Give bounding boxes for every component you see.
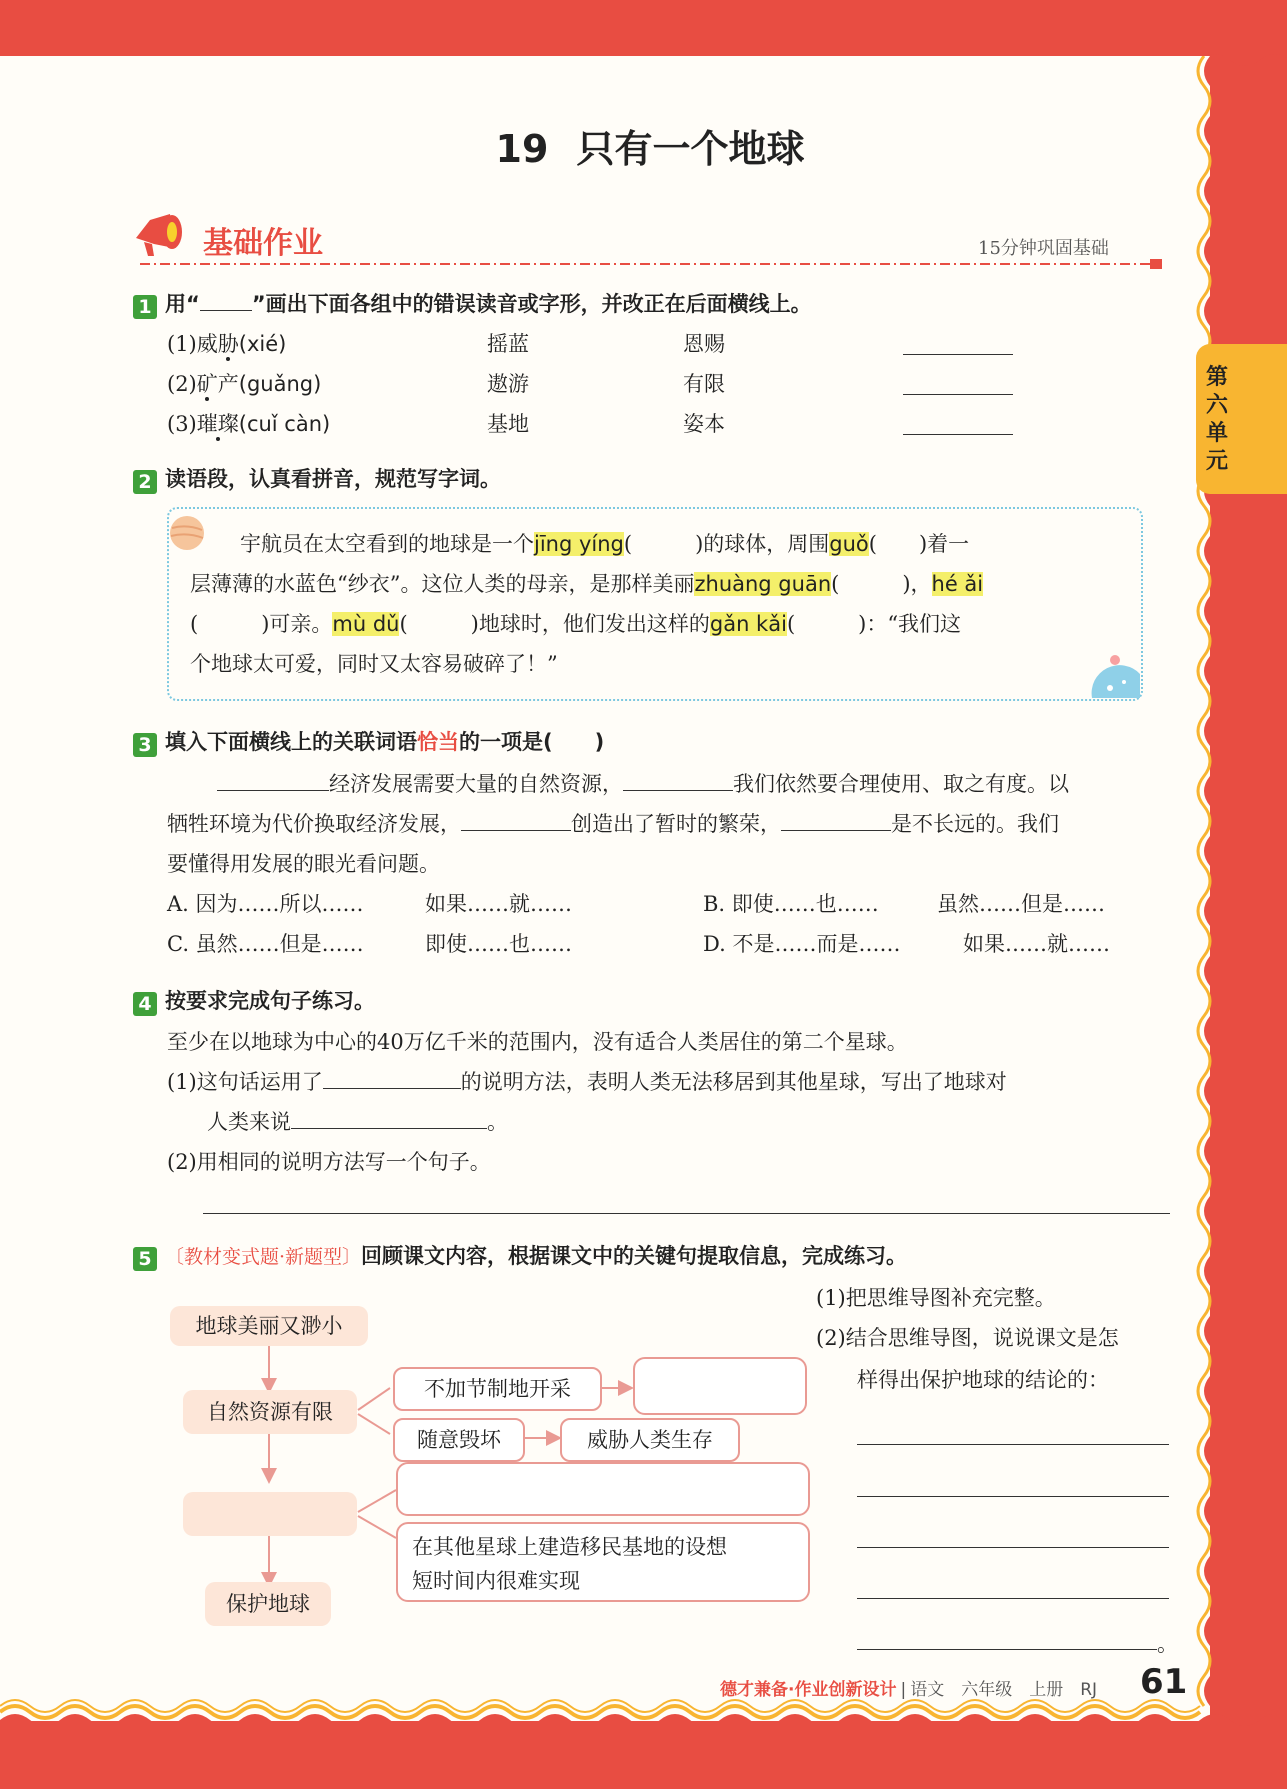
q1-row-2-a-dotted: 矿 [196,372,218,396]
map-node-random-destruction: 随意毁坏 [393,1418,525,1462]
map-node-protect-earth: 保护地球 [205,1582,331,1626]
planet-icon [166,512,208,554]
q3-prompt-emphasis: 恰当 [417,730,459,754]
map-node-migration-base [396,1522,810,1602]
q2-line-3 [190,608,961,638]
q3-option-c[interactable] [167,928,364,958]
footer-separator: | [900,1680,907,1700]
q3-blank-1[interactable] [217,790,329,791]
q1-row-1-a-post: (xié) [238,332,287,356]
map-blank-node-2[interactable] [183,1492,357,1536]
q5-prompt [133,1240,907,1271]
q1-row-3-b: 基地 [487,412,529,436]
q4-sub-1-d: 。 [487,1110,508,1134]
q3-option-c-first: C. 虽然……但是…… [167,932,364,956]
q1-row-1 [167,328,286,358]
map-node-migration-base-line-1: 在其他星球上建造移民基地的设想 [412,1535,727,1559]
q2-pinyin-6: gǎn kǎi [709,612,787,636]
q4-sub-1-a: (1)这句话运用了 [167,1070,323,1094]
q3-option-a-first: A. 因为……所以…… [167,892,364,916]
q3-option-d[interactable] [703,928,900,958]
q3-number: 3 [133,733,157,757]
q2-pinyin-3: zhuàng guān [694,572,832,596]
q1-row-3-a-dotted: 璀璨 [196,412,239,436]
q1-prompt [133,288,812,319]
q2-text-5: ( )， [831,572,932,596]
horn-icon [130,208,190,260]
q4-prompt [133,985,375,1016]
q2-prompt-text: 读语段，认真看拼音，规范写字词。 [165,467,501,491]
q3-line-2 [167,808,1059,838]
q3-prompt [133,726,604,757]
q1-answer-line-1[interactable] [903,354,1013,355]
q1-row-1-a-dotted: 胁 [217,332,239,356]
q2-text-8: ( )：“我们这 [786,612,962,636]
q1-number: 1 [133,295,157,319]
q2-pinyin-1: jīng yíng [534,532,624,556]
q2-text-2: ( )的球体，周围 [623,532,830,556]
unit-side-tab [1196,344,1287,494]
q5-prompt-text: 回顾课文内容，根据课文中的关键句提取信息，完成练习。 [361,1244,908,1268]
footer-subject: 语文 六年级 上册 RJ [910,1680,1098,1700]
q3-blank-4[interactable] [781,830,891,831]
q5-answer-line-3[interactable] [857,1547,1169,1548]
q2-text-6: ( )可亲。 [190,612,333,636]
q4-answer-line[interactable] [203,1213,1170,1214]
q2-line-2 [190,568,983,598]
q4-sub-1-cont [207,1106,508,1136]
q5-answer-line-5[interactable] [857,1649,1157,1650]
section-subtitle: 15分钟巩固基础 [978,238,1109,259]
q1-answer-line-3[interactable] [903,434,1013,435]
q1-row-2-c: 有限 [683,372,725,396]
q2-text-4: 层薄薄的水蓝色“纱衣”。这位人类的母亲，是那样美丽 [190,572,695,596]
q3-blank-3[interactable] [461,830,571,831]
q3-option-c-second: 即使……也…… [425,932,572,956]
q5-tag: 〔教材变式题·新题型〕 [165,1246,362,1268]
map-node-earth-beautiful-small: 地球美丽又渺小 [170,1306,368,1346]
q2-pinyin-5: mù dǔ [332,612,400,636]
q1-row-1-b: 摇蓝 [487,332,529,356]
q3-prompt-a: 填入下面横线上的关联词语 [165,730,417,754]
section-divider [140,258,1170,270]
q4-blank-2[interactable] [291,1128,487,1129]
lesson-title: 只有一个地球 [576,127,805,171]
page-number: 61 [1140,1662,1188,1702]
q1-row-2-b: 遨游 [487,372,529,396]
q3-text-1: 经济发展需要大量的自然资源， [329,772,623,796]
q3-option-a[interactable] [167,888,364,918]
q5-answer-line-2[interactable] [857,1496,1169,1497]
q1-row-3-c: 姿本 [683,412,725,436]
q3-text-3: 牺牲环境为代价换取经济发展， [167,812,461,836]
q3-option-d-first: D. 不是……而是…… [703,932,901,956]
unit-side-tab-label: 第六单元 [1206,365,1229,474]
footer [720,1675,1097,1700]
q4-blank-1[interactable] [323,1088,461,1089]
q1-row-3 [167,408,330,438]
q2-line-1 [240,528,969,558]
q2-text-1: 宇航员在太空看到的地球是一个 [240,532,534,556]
map-node-migration-base-line-2: 短时间内很难实现 [412,1569,580,1593]
q3-prompt-b: 的一项是( ) [459,730,605,754]
q5-sub-2b: 样得出保护地球的结论的： [857,1368,1109,1392]
q5-number: 5 [133,1247,157,1271]
q2-pinyin-2: guǒ [829,532,869,556]
q1-row-2-a-post: 产(guǎng) [217,372,322,396]
page-title [0,118,1287,173]
q3-line-3: 要懂得用发展的眼光看问题。 [167,852,440,876]
q3-line-1 [217,768,1069,798]
q1-prompt-b: ”画出下面各组中的错误读音或字形，并改正在后面横线上。 [251,292,812,316]
q1-row-2 [167,368,321,398]
lesson-number: 19 [495,127,549,171]
section-title: 基础作业 [203,226,323,261]
map-node-overexploitation: 不加节制地开采 [393,1367,602,1411]
q3-text-5: 是不长远的。我们 [891,812,1059,836]
q3-blank-2[interactable] [623,790,733,791]
q5-sub-2a: (2)结合思维导图，说说课文是怎 [816,1326,1119,1350]
q3-text-4: 创造出了暂时的繁荣， [571,812,781,836]
planet-corner-icon [1090,652,1140,698]
q1-row-2-a-pre: (2) [167,372,197,396]
q2-text-3: ( )着一 [868,532,970,556]
q4-prompt-text: 按要求完成句子练习。 [165,989,375,1013]
q4-sentence: 至少在以地球为中心的40万亿千米的范围内，没有适合人类居住的第二个星球。 [167,1030,908,1054]
q3-option-b-second: 虽然……但是…… [937,892,1105,916]
q2-text-7: ( )地球时，他们发出这样的 [399,612,710,636]
q1-underline-sample [200,310,252,311]
map-node-threat-to-humans: 威胁人类生存 [560,1418,740,1462]
q4-sub-1 [167,1066,1007,1096]
q1-answer-line-2[interactable] [903,394,1013,395]
q5-end-mark: 。 [1157,1632,1178,1656]
q4-sub-2: (2)用相同的说明方法写一个句子。 [167,1150,491,1174]
q5-answer-line-4[interactable] [857,1598,1169,1599]
q3-option-b[interactable] [703,888,879,918]
q5-sub-1: (1)把思维导图补充完整。 [816,1286,1056,1310]
q4-sub-1-c: 人类来说 [207,1110,291,1134]
map-node-resources-limited: 自然资源有限 [183,1390,357,1434]
q3-option-b-first: B. 即使……也…… [703,892,879,916]
map-blank-node-3[interactable] [396,1462,810,1516]
q1-row-1-a-pre: (1)威 [167,332,218,356]
q5-answer-line-1[interactable] [857,1444,1169,1445]
q1-row-3-a-pre: (3) [167,412,197,436]
q4-sub-1-b: 的说明方法，表明人类无法移居到其他星球，写出了地球对 [460,1070,1007,1094]
q3-option-d-second: 如果……就…… [963,932,1110,956]
q3-option-a-second: 如果……就…… [425,892,572,916]
q4-number: 4 [133,992,157,1016]
q2-number: 2 [133,470,157,494]
q2-pinyin-4: hé ǎi [931,572,984,596]
right-border-decoration [1190,56,1230,1721]
bottom-border-decoration [0,1690,1287,1789]
q2-prompt [133,463,501,494]
footer-brand: 德才兼备·作业创新设计 [720,1680,897,1700]
q1-prompt-a: 用“ [165,292,200,316]
map-blank-node-1[interactable] [633,1357,807,1415]
q3-text-2: 我们依然要合理使用、取之有度。以 [733,772,1069,796]
q2-line-4: 个地球太可爱，同时又太容易破碎了！” [190,652,558,676]
q1-row-1-c: 恩赐 [683,332,725,356]
q1-row-3-a-post: (cuǐ càn) [238,412,331,436]
